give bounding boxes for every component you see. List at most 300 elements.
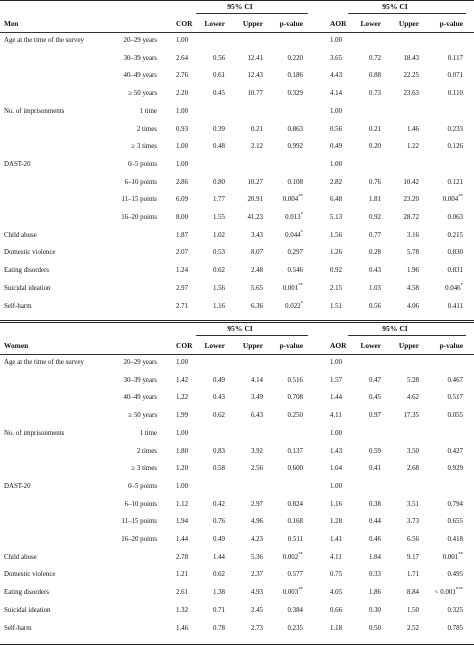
- table-cell-p2: [448, 55, 463, 63]
- cell-value: Self-harm: [4, 624, 32, 632]
- table-cell-cor: [176, 90, 188, 98]
- table-cell-l2: [369, 465, 381, 473]
- table-cell-l2: [369, 72, 381, 80]
- cell-value: 30–39 years: [123, 376, 157, 384]
- column-header-aor: AOR: [330, 341, 347, 350]
- table-cell-u1: [251, 412, 263, 420]
- cell-value: 0.235: [287, 624, 303, 632]
- table-cell-l1: [213, 143, 225, 151]
- table-cell-cat: [140, 430, 157, 438]
- cell-value: 2.86: [176, 178, 189, 186]
- cell-value: 0.002: [282, 553, 299, 561]
- table-cell-var: [4, 108, 64, 116]
- cell-value: 4.11: [330, 553, 342, 561]
- table-cell-aor: [330, 554, 342, 562]
- table-cell-aor: [330, 267, 342, 275]
- table-cell-l1: [213, 72, 225, 80]
- table-cell-p1: [287, 465, 303, 473]
- cell-value: 0.168: [287, 518, 303, 526]
- table-cell-cor: [176, 554, 188, 562]
- table-cell-l1: [213, 303, 225, 311]
- table-cell-u2: [407, 554, 419, 562]
- cell-value: 0.80: [212, 178, 225, 186]
- cell-value: 1.32: [176, 606, 189, 614]
- cell-value: 5.78: [406, 249, 419, 257]
- table-cell-u2: [403, 90, 419, 98]
- table-cell-u2: [407, 518, 419, 526]
- cell-value: 1.20: [176, 465, 189, 473]
- table-cell-l1: [213, 394, 225, 402]
- significance-marker: **: [298, 283, 303, 289]
- cell-value: 2.76: [176, 72, 189, 80]
- cell-value: 1.41: [330, 536, 343, 543]
- cell-value: 0.137: [287, 447, 303, 455]
- cell-value: 1.28: [330, 518, 343, 526]
- table-top-rule: [0, 0, 474, 1]
- cell-value: 3.92: [250, 447, 263, 455]
- cell-value: Suicidal ideation: [4, 606, 51, 614]
- table-cell-l1: [213, 249, 225, 257]
- cell-value: 0.33: [368, 571, 381, 579]
- cell-value: 0.66: [330, 606, 343, 614]
- cell-value: 0.41: [368, 465, 381, 473]
- table-cell-cor: [176, 179, 188, 187]
- cell-value: 1.03: [368, 284, 381, 292]
- table-cell-aor: [330, 37, 342, 45]
- table-cell-p2: [447, 126, 463, 134]
- table-cell-l2: [369, 214, 381, 222]
- cell-value: 0.38: [368, 500, 381, 508]
- cell-value: 2.71: [176, 302, 189, 310]
- column-header-cor: COR: [176, 19, 193, 28]
- cell-value: 2.07: [176, 249, 189, 257]
- table-cell-u1: [251, 394, 263, 402]
- table-cell-l2: [369, 448, 381, 456]
- table-cell-l2: [369, 536, 381, 544]
- cell-value: 0.56: [330, 125, 343, 133]
- cell-value: 0.004: [282, 196, 299, 204]
- table-cell-aor: [330, 179, 342, 187]
- table-cell-p1: [285, 214, 303, 222]
- table-cell-l2: [369, 501, 381, 509]
- cell-value: ≥ 50 years: [128, 412, 157, 420]
- cell-value: 0.708: [287, 394, 303, 402]
- cell-value: 0.830: [447, 249, 463, 257]
- table-cell-l1: [213, 465, 225, 473]
- cell-value: 0.76: [212, 518, 225, 526]
- table-cell-u1: [251, 589, 263, 597]
- table-cell-cor: [176, 303, 188, 311]
- table-cell-u2: [407, 465, 419, 473]
- cell-value: 1 time: [139, 107, 157, 115]
- ci-group-header: 95% CI: [227, 2, 253, 11]
- cell-value: 0.824: [287, 500, 303, 508]
- table-cell-u1: [251, 143, 263, 151]
- cell-value: 23.63: [403, 90, 419, 98]
- ci-group-header: 95% CI: [382, 324, 408, 333]
- table-cell-cor: [176, 214, 188, 222]
- cell-value: 22.25: [403, 72, 419, 80]
- table-cell-var: [4, 571, 55, 579]
- cell-value: 40–49 years: [123, 72, 157, 80]
- table-cell-cat: [121, 214, 157, 222]
- table-cell-l2: [369, 179, 381, 187]
- table-cell-aor: [330, 607, 342, 615]
- table-cell-cat: [128, 161, 157, 169]
- cell-value: 1.99: [176, 412, 189, 420]
- table-cell-p2: [445, 285, 463, 293]
- cell-value: 0.21: [368, 125, 381, 133]
- table-cell-p2: [435, 589, 463, 597]
- cell-value: 1.57: [330, 376, 343, 384]
- table-cell-p1: [287, 571, 303, 579]
- table-cell-l1: [213, 285, 225, 293]
- cell-value: ≥ 3 times: [131, 143, 157, 151]
- significance-marker: *: [300, 230, 303, 236]
- cell-value: 20.91: [247, 196, 263, 204]
- cell-value: 0.126: [447, 143, 463, 151]
- cell-value: 0.467: [447, 376, 463, 384]
- cell-value: 0.46: [368, 536, 381, 543]
- cell-value: 0.071: [447, 72, 463, 80]
- table-cell-cat: [121, 518, 157, 526]
- table-cell-cat: [124, 72, 158, 80]
- table-cell-u2: [403, 412, 419, 420]
- table-cell-cat: [128, 412, 157, 420]
- cell-value: 0.83: [212, 447, 225, 455]
- table-cell-cat: [121, 196, 157, 204]
- cell-value: 0.76: [368, 178, 381, 186]
- table-cell-u2: [407, 607, 419, 615]
- table-cell-u2: [407, 303, 419, 311]
- cell-value: 1.43: [330, 447, 343, 455]
- table-cell-var: [4, 554, 37, 562]
- table-cell-p2: [447, 214, 463, 222]
- cell-value: 2.68: [406, 465, 419, 473]
- cell-value: 5.28: [406, 376, 419, 384]
- table-cell-cor: [176, 377, 188, 385]
- table-cell-var: [4, 285, 51, 293]
- cell-value: 30–39 years: [123, 54, 157, 62]
- table-cell-cor: [176, 536, 188, 544]
- table-cell-cor: [176, 589, 188, 597]
- cell-value: 0.56: [368, 302, 381, 310]
- cell-value: 6.09: [176, 196, 189, 204]
- table-cell-cor: [176, 465, 188, 473]
- table-bottom-rule: [0, 644, 474, 645]
- table-cell-u1: [251, 249, 263, 257]
- cell-value: 17.35: [403, 412, 419, 420]
- cell-value: 1.81: [368, 196, 381, 204]
- table-cell-l2: [369, 55, 381, 63]
- table-cell-aor: [330, 394, 342, 402]
- table-cell-var: [4, 303, 32, 311]
- table-cell-var: [4, 589, 49, 597]
- cell-value: 0.495: [447, 571, 463, 579]
- cell-value: 0.250: [287, 412, 303, 420]
- table-cell-l2: [369, 232, 381, 240]
- table-cell-l2: [369, 589, 381, 597]
- column-header-lower: Lower: [204, 341, 225, 350]
- table-cell-u1: [251, 267, 263, 275]
- table-cell-l1: [213, 448, 225, 456]
- table-cell-u1: [251, 465, 263, 473]
- cell-value: 1.22: [406, 143, 419, 151]
- table-cell-aor: [330, 90, 342, 98]
- table-cell-cor: [176, 161, 188, 169]
- table-cell-cor: [176, 571, 188, 579]
- cell-value: ≥ 3 times: [131, 465, 157, 473]
- table-cell-cor: [176, 267, 188, 275]
- cell-value: 1.00: [330, 359, 343, 366]
- table-cell-l1: [213, 377, 225, 385]
- ci-underline: [348, 335, 466, 336]
- table-cell-u1: [251, 571, 263, 579]
- table-cell-aor: [330, 501, 342, 509]
- table-cell-p2: [447, 412, 463, 420]
- table-cell-aor: [330, 571, 342, 579]
- table-cell-cat: [131, 465, 157, 473]
- table-cell-u2: [407, 249, 419, 257]
- table-cell-var: [4, 161, 31, 169]
- table-cell-p2: [447, 394, 463, 402]
- table-cell-l2: [369, 249, 381, 257]
- cell-value: 0.546: [287, 267, 303, 275]
- table-cell-u1: [251, 126, 263, 134]
- cell-value: 0.20: [368, 143, 381, 151]
- table-cell-p2: [447, 377, 463, 385]
- cell-value: 0.50: [368, 624, 381, 632]
- table-cell-cat: [125, 179, 157, 187]
- cell-value: Age at the time of the survey: [4, 37, 84, 44]
- table-cell-p2: [447, 501, 463, 509]
- table-cell-u2: [407, 589, 419, 597]
- table-cell-u2: [407, 536, 419, 544]
- cell-value: 0.511: [287, 536, 303, 543]
- cell-value: 0.044: [285, 231, 301, 239]
- cell-value: 0.108: [287, 178, 303, 186]
- table-cell-cat: [124, 377, 158, 385]
- table-cell-l2: [369, 394, 381, 402]
- table-cell-l1: [213, 90, 225, 98]
- cell-value: 20–29 years: [123, 37, 157, 44]
- cell-value: 0.929: [447, 465, 463, 473]
- column-header-pvalue: p-value: [279, 19, 303, 28]
- ci-underline: [348, 13, 466, 14]
- cell-value: 2.15: [330, 284, 343, 292]
- cell-value: 0.97: [368, 412, 381, 420]
- table-cell-cor: [176, 625, 188, 633]
- table-cell-p2: [443, 554, 463, 562]
- table-cell-l1: [213, 55, 225, 63]
- table-cell-cor: [176, 72, 188, 80]
- cell-value: 1.42: [176, 376, 189, 384]
- cell-value: 1.00: [330, 107, 343, 115]
- cell-value: 9.17: [406, 553, 419, 561]
- table-cell-cat: [124, 394, 158, 402]
- table-cell-u1: [251, 536, 263, 544]
- table-cell-aor: [330, 285, 342, 293]
- cell-value: 0.411: [447, 302, 463, 310]
- table-cell-u2: [403, 55, 419, 63]
- cell-value: 3.49: [250, 394, 263, 402]
- table-cell-aor: [330, 430, 342, 438]
- table-cell-u2: [403, 72, 419, 80]
- table-cell-l2: [369, 143, 381, 151]
- table-cell-l1: [213, 126, 225, 134]
- table-cell-l1: [213, 501, 225, 509]
- significance-marker: *: [460, 283, 463, 289]
- cell-value: 18.43: [403, 54, 419, 62]
- cell-value: 0.117: [447, 54, 463, 62]
- table-cell-l2: [369, 90, 381, 98]
- table-cell-var: [4, 232, 37, 240]
- table-cell-aor: [330, 232, 342, 240]
- cell-value: 0.93: [176, 125, 189, 133]
- cell-value: 1.02: [212, 231, 225, 239]
- table-cell-cor: [176, 143, 188, 151]
- table-cell-cor: [176, 55, 188, 63]
- cell-value: 0.110: [447, 90, 463, 98]
- column-header-upper: Upper: [242, 19, 263, 28]
- cell-value: 0.88: [368, 72, 381, 80]
- table-cell-cor: [176, 607, 188, 615]
- cell-value: 1.18: [330, 624, 343, 632]
- ci-group-header: 95% CI: [227, 324, 253, 333]
- table-cell-cor: [176, 501, 188, 509]
- cell-value: 2.20: [176, 90, 189, 98]
- table-cell-aor: [330, 465, 342, 473]
- table-cell-u1: [251, 377, 263, 385]
- table-cell-aor: [330, 143, 342, 151]
- table-cell-cor: [176, 518, 188, 526]
- cell-value: 0.831: [447, 267, 463, 275]
- cell-value: 0.61: [212, 72, 225, 80]
- table-cell-p2: [447, 232, 463, 240]
- cell-value: No. of imprisonments: [4, 429, 65, 437]
- cell-value: 0.046: [445, 284, 461, 292]
- table-cell-u1: [251, 232, 263, 240]
- cell-value: 1.38: [212, 589, 225, 597]
- table-cell-cat: [131, 143, 157, 151]
- cell-value: 2 times: [136, 125, 157, 133]
- table-cell-aor: [330, 126, 342, 134]
- table-cell-aor: [330, 518, 342, 526]
- cell-value: 0.45: [368, 394, 381, 402]
- table-bottom-rule: [0, 320, 474, 321]
- cell-value: 1.26: [330, 249, 343, 257]
- column-header-lower: Lower: [204, 19, 225, 28]
- table-cell-p2: [447, 249, 463, 257]
- table-cell-u1: [251, 501, 263, 509]
- cell-value: 0.384: [287, 606, 303, 614]
- table-cell-u2: [407, 501, 419, 509]
- table-cell-cor: [176, 430, 188, 438]
- table-cell-cat: [137, 448, 157, 456]
- cell-value: 1.00: [176, 37, 189, 44]
- cell-value: 1.24: [176, 267, 189, 275]
- table-cell-p2: [447, 571, 463, 579]
- column-header-lower: Lower: [360, 19, 381, 28]
- cell-value: 1.86: [368, 589, 381, 597]
- cell-value: 40–49 years: [123, 394, 157, 402]
- cell-value: 3.73: [406, 518, 419, 526]
- cell-value: 4.96: [250, 518, 263, 526]
- table-cell-p1: [283, 196, 303, 204]
- cell-value: 2.12: [250, 143, 263, 151]
- cell-value: Suicidal ideation: [4, 284, 51, 292]
- table-cell-p1: [287, 412, 303, 420]
- cell-value: 1.50: [406, 606, 419, 614]
- cell-value: 1.00: [330, 160, 343, 168]
- table-top-rule: [0, 322, 474, 323]
- cell-value: 4.43: [330, 72, 343, 80]
- table-cell-l1: [213, 179, 225, 187]
- cell-value: 1.46: [176, 624, 189, 632]
- cell-value: 0.001: [282, 284, 299, 292]
- cell-value: 8.00: [176, 214, 189, 221]
- cell-value: 1 time: [139, 429, 157, 437]
- cell-value: 5.13: [330, 214, 343, 221]
- cell-value: 1.00: [176, 160, 189, 168]
- table-cell-l1: [213, 267, 225, 275]
- cell-value: 0.42: [212, 500, 225, 508]
- cell-value: 0.39: [212, 125, 225, 133]
- table-cell-u2: [407, 377, 419, 385]
- table-cell-aor: [330, 536, 342, 544]
- cell-value: ≥ 50 years: [128, 90, 157, 98]
- cell-value: 0.92: [330, 267, 343, 275]
- table-cell-u1: [251, 554, 263, 562]
- table-cell-p2: [448, 303, 463, 311]
- table-cell-l1: [213, 214, 225, 222]
- table-cell-p1: [287, 143, 303, 151]
- cell-value: 1.04: [330, 465, 343, 473]
- cell-value: 1.84: [368, 553, 381, 561]
- cell-value: No. of imprisonments: [4, 107, 65, 115]
- cell-value: 1.22: [176, 394, 189, 402]
- table-cell-var: [4, 483, 31, 491]
- table-cell-u1: [247, 179, 263, 187]
- cell-value: 1.44: [330, 394, 343, 402]
- cell-value: 41.23: [247, 214, 263, 221]
- cell-value: 1.96: [406, 267, 419, 275]
- cell-value: 0.78: [212, 624, 225, 632]
- cell-value: 1.00: [176, 143, 189, 151]
- table-cell-l2: [369, 377, 381, 385]
- cell-value: 0.58: [212, 465, 225, 473]
- table-cell-p2: [447, 143, 463, 151]
- table-cell-cor: [176, 394, 188, 402]
- significance-marker: **: [298, 195, 303, 200]
- cell-value: 0.325: [447, 606, 463, 614]
- cell-value: 2.64: [176, 54, 189, 62]
- table-cell-u2: [407, 126, 419, 134]
- cell-value: 10.27: [247, 178, 263, 186]
- cell-value: 3.50: [406, 447, 419, 455]
- table-cell-aor: [330, 249, 342, 257]
- table-cell-p2: [448, 90, 463, 98]
- cell-value: 1.00: [176, 482, 189, 490]
- table-cell-cat: [128, 90, 157, 98]
- table-cell-cor: [176, 126, 188, 134]
- column-header-pvalue: p-value: [439, 341, 463, 350]
- column-header-cor: COR: [176, 341, 193, 350]
- cell-value: 0.863: [287, 125, 303, 133]
- cell-value: 0.62: [212, 571, 225, 579]
- cell-value: DAST-20: [4, 482, 31, 490]
- table-cell-p1: [283, 554, 303, 562]
